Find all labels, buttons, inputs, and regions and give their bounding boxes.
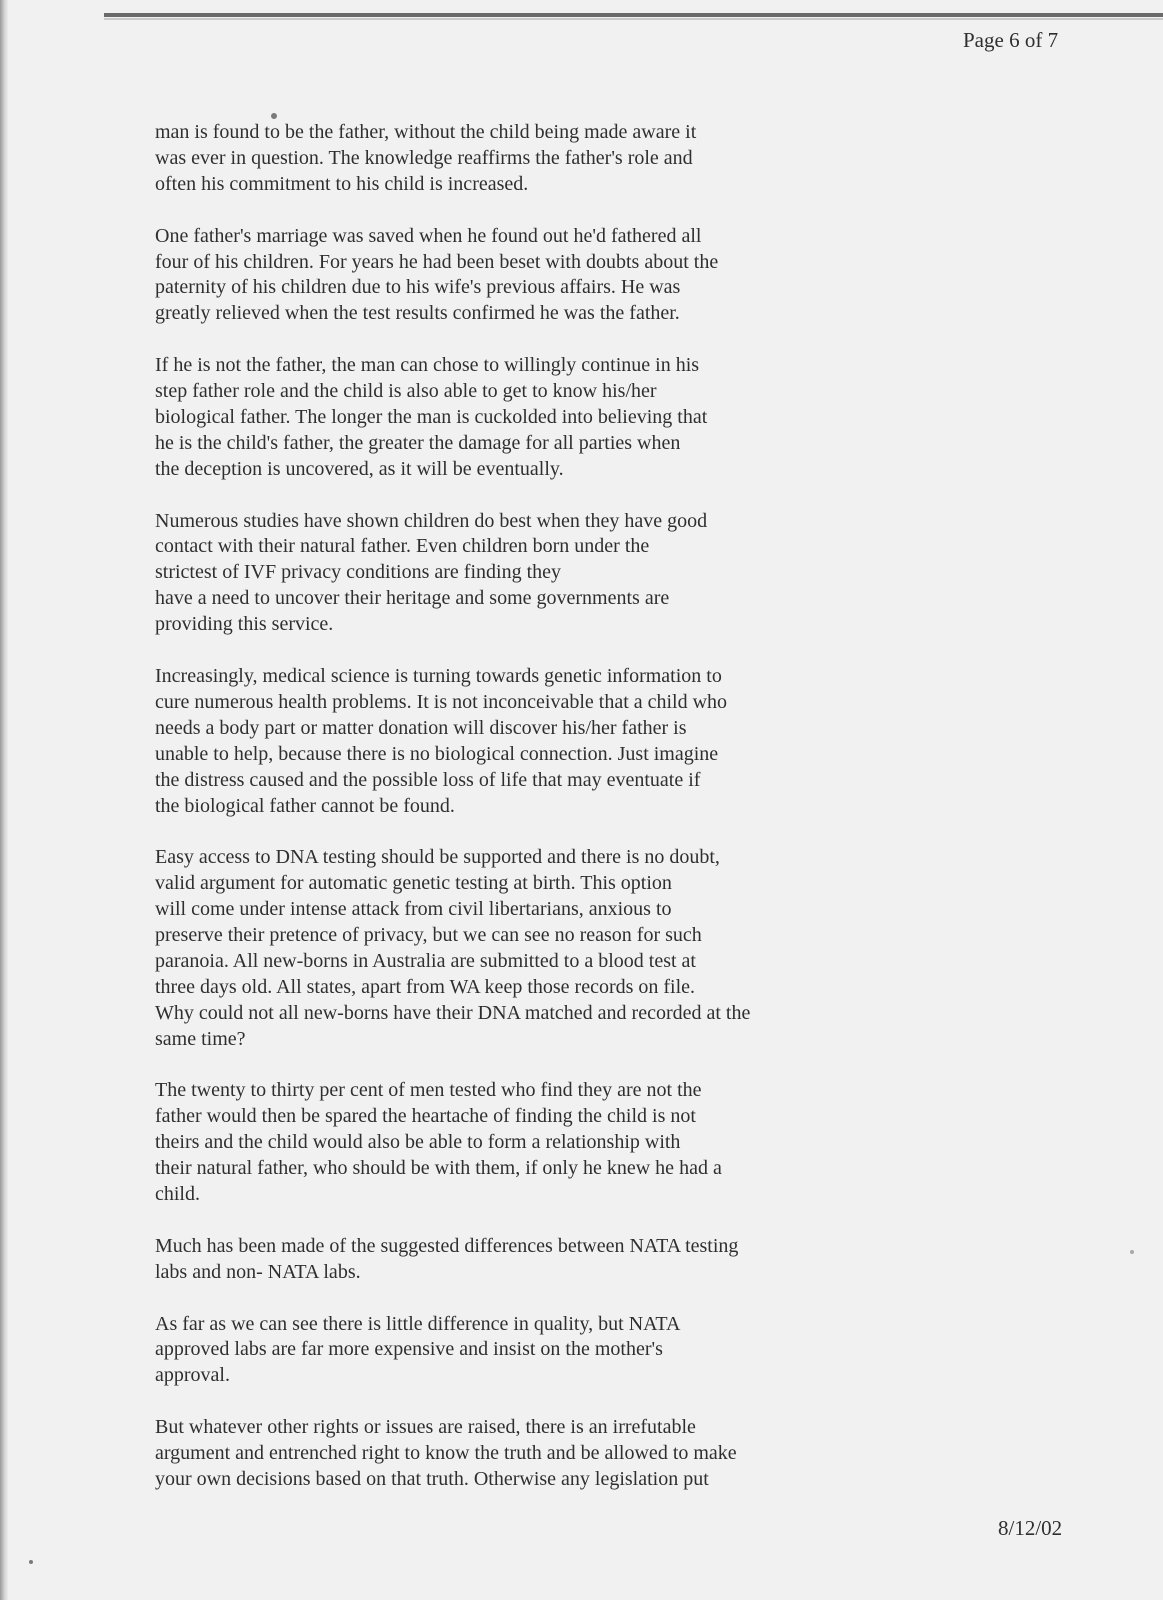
- text-line: needs a body part or matter donation will discover his/her father is: [155, 716, 687, 739]
- text-line: providing this service.: [155, 613, 334, 636]
- text-line: labs and non- NATA labs.: [155, 1260, 361, 1283]
- text-line: step father role and the child is also able to get to know his/her: [155, 380, 657, 403]
- text-line: Why could not all new-borns have their DNA matched and recorded at the: [155, 1001, 751, 1024]
- top-rule: [104, 13, 1163, 17]
- text-line: approved labs are far more expensive and insist on the mother's: [155, 1338, 663, 1361]
- paragraph: [155, 1234, 855, 1286]
- text-line: your own decisions based on that truth. Otherwise any legislation put: [155, 1467, 709, 1490]
- paragraph: [155, 120, 855, 198]
- top-rule-shadow: [104, 18, 1163, 20]
- text-line: greatly relieved when the test results confirmed he was the father.: [155, 302, 680, 325]
- paragraph: [155, 1415, 855, 1493]
- text-line: biological father. The longer the man is cuckolded into believing that: [155, 405, 708, 428]
- text-line: the deception is uncovered, as it will be eventually.: [155, 457, 564, 480]
- text-line: Numerous studies have shown children do best when they have good: [155, 509, 708, 532]
- text-line: the distress caused and the possible loss of life that may eventuate if: [155, 768, 701, 791]
- text-line: But whatever other rights or issues are raised, there is an irrefutable: [155, 1416, 696, 1439]
- scan-speck: [1130, 1250, 1134, 1254]
- paragraph: [155, 664, 855, 819]
- text-line: child.: [155, 1183, 200, 1206]
- text-line: same time?: [155, 1027, 246, 1050]
- paragraph: [155, 1078, 855, 1208]
- scan-edge: [0, 0, 8, 1600]
- text-line: three days old. All states, apart from WA keep those records on file.: [155, 975, 696, 998]
- text-line: paternity of his children due to his wife's previous affairs. He was: [155, 276, 681, 299]
- text-line: have a need to uncover their heritage and some governments are: [155, 587, 670, 610]
- text-line: four of his children. For years he had been beset with doubts about the: [155, 250, 719, 273]
- paragraph: [155, 224, 855, 328]
- scan-speck: [271, 113, 277, 119]
- text-line: man is found to be the father, without the child being made aware it: [155, 121, 697, 143]
- text-line: cure numerous health problems. It is not inconceivable that a child who: [155, 690, 728, 713]
- text-line: Increasingly, medical science is turning towards genetic information to: [155, 664, 722, 687]
- text-line: argument and entrenched right to know the truth and be allowed to make: [155, 1442, 737, 1465]
- paragraph: [155, 353, 855, 483]
- text-line: paranoia. All new-borns in Australia are submitted to a blood test at: [155, 949, 696, 972]
- text-line: contact with their natural father. Even children born under the: [155, 535, 650, 558]
- text-line: Easy access to DNA testing should be supported and there is no doubt,: [155, 846, 720, 869]
- scan-speck: [29, 1560, 33, 1564]
- text-line: preserve their pretence of privacy, but we can see no reason for such: [155, 924, 702, 947]
- text-line: If he is not the father, the man can chose to willingly continue in his: [155, 354, 700, 377]
- text-line: their natural father, who should be with them, if only he knew he had a: [155, 1157, 722, 1180]
- page-number: Page 6 of 7: [963, 28, 1059, 52]
- text-line: One father's marriage was saved when he found out he'd fathered all: [155, 224, 702, 247]
- text-line: the biological father cannot be found.: [155, 794, 455, 817]
- paragraph: [155, 509, 855, 639]
- text-line: theirs and the child would also be able to form a relationship with: [155, 1131, 681, 1154]
- paragraph: [155, 1312, 855, 1390]
- footer-date: 8/12/02: [998, 1516, 1063, 1540]
- text-line: father would then be spared the heartache of finding the child is not: [155, 1105, 696, 1128]
- text-line: he is the child's father, the greater the damage for all parties when: [155, 431, 681, 454]
- text-line: valid argument for automatic genetic testing at birth. This option: [155, 872, 672, 895]
- text-line: approval.: [155, 1364, 230, 1387]
- text-line: often his commitment to his child is increased.: [155, 172, 529, 195]
- paragraph: [155, 845, 855, 1052]
- text-line: strictest of IVF privacy conditions are finding they: [155, 561, 562, 584]
- document-body: [155, 120, 855, 1519]
- text-line: Much has been made of the suggested differences between NATA testing: [155, 1234, 739, 1257]
- text-line: The twenty to thirty per cent of men tested who find they are not the: [155, 1079, 702, 1102]
- text-line: unable to help, because there is no biological connection. Just imagine: [155, 742, 719, 765]
- text-line: will come under intense attack from civil libertarians, anxious to: [155, 898, 672, 921]
- text-line: As far as we can see there is little difference in quality, but NATA: [155, 1312, 681, 1335]
- text-line: was ever in question. The knowledge reaffirms the father's role and: [155, 146, 693, 169]
